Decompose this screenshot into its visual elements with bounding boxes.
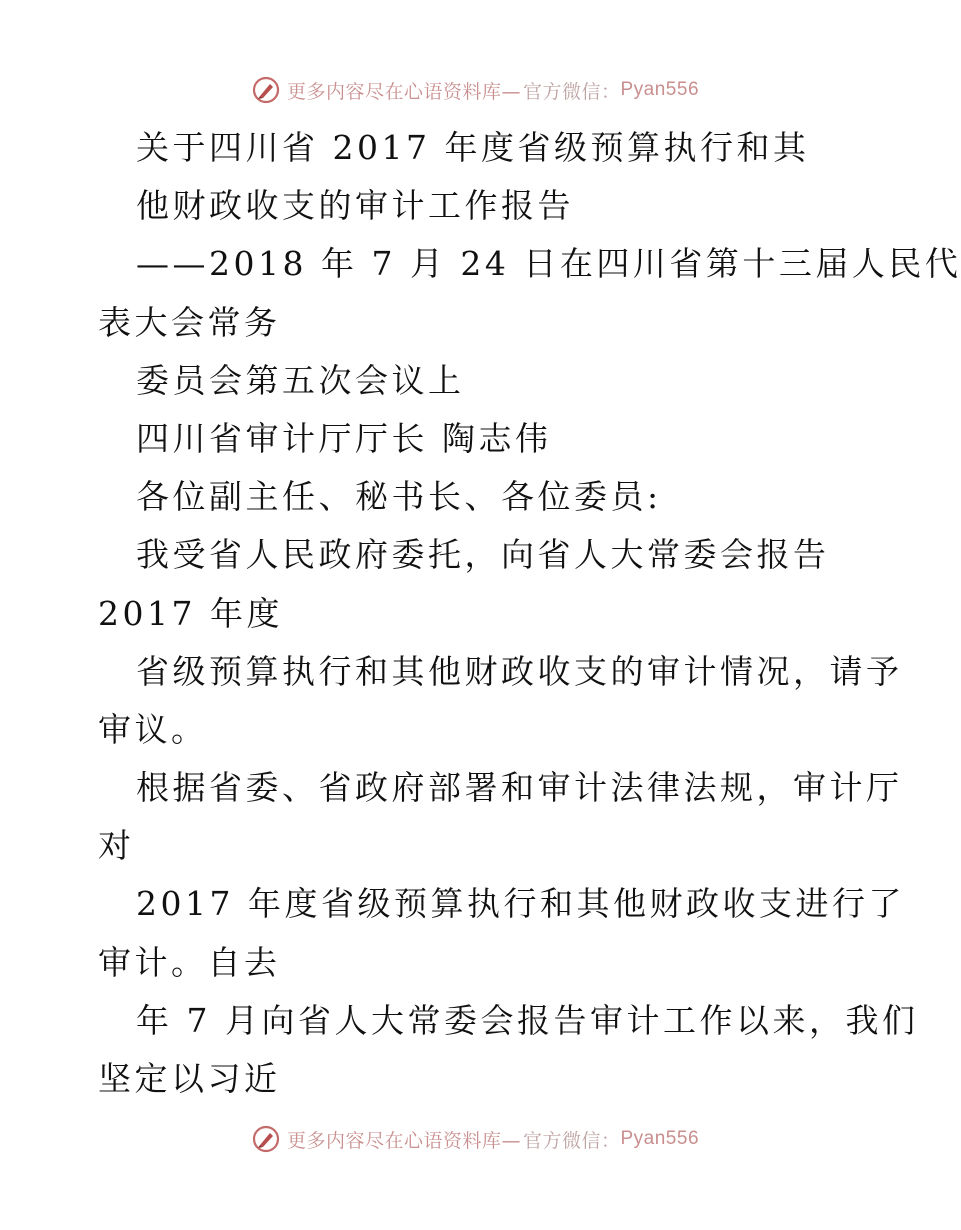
subtitle-line-1: ——2018 年 7 月 24 日在四川省第十三届人民代 <box>136 244 961 284</box>
author-line: 四川省审计厅厅长 陶志伟 <box>136 418 552 458</box>
paragraph-line: 对 <box>98 826 135 866</box>
paragraph-line: 根据省委、省政府部署和审计法律法规，审计厅 <box>136 768 903 808</box>
paragraph-line: 2017 年度省级预算执行和其他财政收支进行了 <box>136 884 905 924</box>
paragraph-line: 2017 年度 <box>98 593 283 633</box>
paragraph-line: 省级预算执行和其他财政收支的审计情况，请予 <box>136 651 903 691</box>
title-line-2: 他财政收支的审计工作报告 <box>136 186 574 226</box>
subtitle-line-3: 委员会第五次会议上 <box>136 360 465 400</box>
watermark-text: 更多内容尽在心语资料库— <box>286 80 521 103</box>
watermark-wechat-label: 官方微信： <box>522 1129 621 1152</box>
header-watermark <box>0 70 950 110</box>
watermark-wechat-label: 官方微信： <box>522 80 621 103</box>
paragraph-line: 审计。自去 <box>98 942 281 982</box>
paragraph-line: 我受省人民政府委托，向省人大常委会报告 <box>136 535 830 575</box>
paragraph-line: 审议。 <box>98 709 208 749</box>
paragraph-line: 坚定以习近 <box>98 1059 281 1098</box>
paragraph-line: 年 7 月向省人大常委会报告审计工作以来，我们 <box>136 1000 919 1040</box>
salutation-line: 各位副主任、秘书长、各位委员: <box>136 477 662 517</box>
watermark-wechat-id: Pyan556 <box>620 79 700 100</box>
document-body <box>98 119 961 1108</box>
title-line-1: 关于四川省 2017 年度省级预算执行和其 <box>136 128 810 167</box>
subtitle-line-2: 表大会常务 <box>98 302 281 342</box>
footer-watermark <box>0 1119 950 1159</box>
watermark-text: 更多内容尽在心语资料库— <box>286 1129 521 1152</box>
pen-nib-logo-icon <box>251 1124 281 1154</box>
watermark-wechat-id: Pyan556 <box>620 1128 700 1149</box>
pen-nib-logo-icon <box>251 75 281 105</box>
